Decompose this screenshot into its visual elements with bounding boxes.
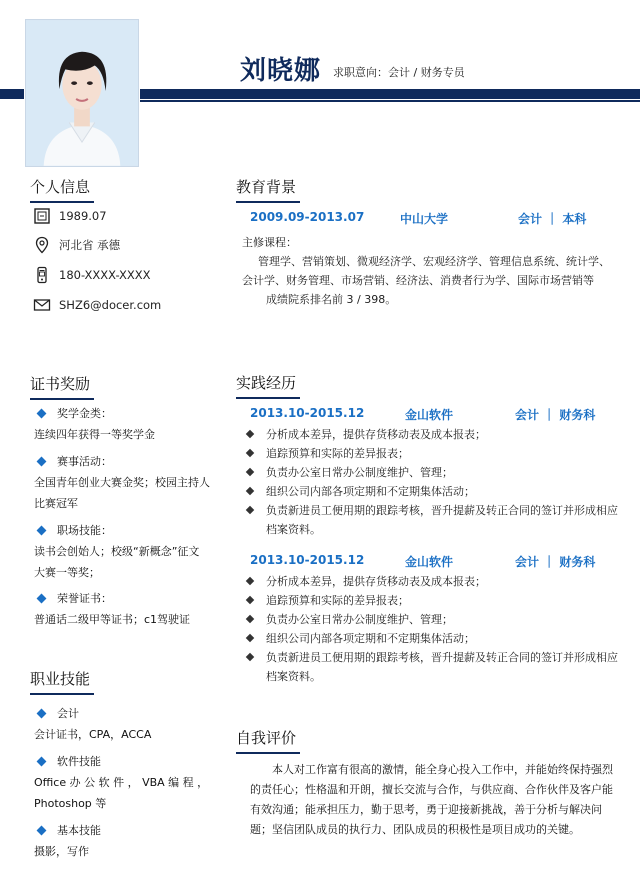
diamond-bullet-icon — [37, 457, 47, 467]
location-pin-icon — [33, 236, 51, 254]
education-rank: 成绩院系排名前 3 / 398。 — [266, 293, 397, 306]
duty-item: 追踪预算和实际的差异报表； — [244, 444, 620, 463]
cert-text: 比赛冠军 — [34, 497, 78, 510]
calendar-icon — [33, 207, 51, 225]
education-major: 会计 ｜ 本科 — [518, 212, 587, 226]
duty-item: 组织公司内部各项定期和不定期集体活动； — [244, 482, 620, 501]
cert-text: 普通话二级甲等证书；c1驾驶证 — [34, 613, 191, 626]
skill-text: 摄影，写作 — [34, 845, 89, 858]
diamond-bullet-icon — [37, 826, 47, 836]
diamond-bullet-icon — [37, 757, 47, 767]
info-email — [33, 296, 161, 314]
skill-head: 基本技能 — [57, 824, 101, 837]
diamond-bullet-icon — [37, 709, 47, 719]
section-title-experience: 实践经历 — [236, 372, 296, 396]
skill-item-basic — [34, 820, 224, 862]
skill-item-software — [34, 751, 224, 814]
experience-role: 会计 ｜ 财务科 — [515, 555, 596, 569]
cert-item-competition — [34, 451, 224, 514]
birth-value: 1989.07 — [59, 209, 107, 223]
section-title-certs: 证书奖励 — [30, 373, 90, 397]
duty-item: 组织公司内部各项定期和不定期集体活动； — [244, 629, 620, 648]
cert-text: 连续四年获得一等奖学金 — [34, 428, 155, 441]
experience-header — [250, 406, 610, 422]
section-title-education: 教育背景 — [236, 176, 296, 200]
duty-item: 分析成本差异，提供存货移动表及成本报表； — [244, 425, 620, 444]
experience-duties — [244, 572, 620, 686]
cert-item-workplace — [34, 520, 224, 583]
phone-icon — [33, 266, 51, 284]
self-evaluation-text: 本人对工作富有很高的激情，能全身心投入工作中，并能始终保持强烈的责任心；性格温和开朗，擅长交流与合作，与供应商、合作伙伴及客户能有效沟通；能承担压力，勤于思考，勇于迎接新挑战，善于分析与解决问题；坚信团队成员的执行力、团队成员的积极性是项目成功的关键。 — [250, 763, 613, 836]
experience-company: 金山软件 — [405, 408, 454, 422]
section-title-skills: 职业技能 — [30, 668, 90, 692]
header-band-thin — [140, 100, 640, 102]
skill-text: Photoshop 等 — [34, 797, 107, 810]
location-value: 河北省 承德 — [59, 238, 121, 252]
email-value[interactable]: SHZ6@docer.com — [59, 298, 162, 312]
job-intent: 求职意向：会计 / 财务专员 — [333, 66, 465, 79]
skill-text: 会计证书，CPA，ACCA — [34, 728, 152, 741]
skill-text: Office 办 公 软 件 ， VBA 编 程 ， — [34, 776, 209, 789]
duty-item: 负责办公室日常办公制度维护、管理； — [244, 463, 620, 482]
education-school: 中山大学 — [400, 212, 449, 226]
courses-line-2: 会计学、财务管理、市场营销、经济法、消费者行为学、国际市场营销等 — [242, 274, 594, 287]
courses-label: 主修课程： — [242, 236, 297, 249]
education-body — [242, 233, 620, 309]
section-title-self: 自我评价 — [236, 727, 296, 751]
duty-item: 追踪预算和实际的差异报表； — [244, 591, 620, 610]
mail-icon — [33, 296, 51, 314]
header-band-right — [140, 89, 640, 99]
cert-text: 大赛一等奖； — [34, 566, 100, 579]
duty-item: 分析成本差异，提供存货移动表及成本报表； — [244, 572, 620, 591]
experience-period: 2013.10-2015.12 — [250, 406, 365, 420]
phone-value: 180-XXXX-XXXX — [59, 268, 151, 282]
cert-head: 奖学金类： — [57, 407, 112, 420]
experience-company: 金山软件 — [405, 555, 454, 569]
profile-photo — [25, 19, 139, 167]
duty-item: 负责办公室日常办公制度维护、管理； — [244, 610, 620, 629]
diamond-bullet-icon — [37, 526, 47, 536]
cert-text: 全国青年创业大赛金奖；校园主持人 — [34, 476, 210, 489]
candidate-name: 刘晓娜 — [240, 56, 322, 86]
skill-head: 会计 — [57, 707, 79, 720]
skill-head: 软件技能 — [57, 755, 101, 768]
info-location — [33, 236, 120, 254]
courses-line-1: 管理学、营销策划、微观经济学、宏观经济学、管理信息系统、统计学、 — [258, 255, 610, 268]
experience-period: 2013.10-2015.12 — [250, 553, 365, 567]
cert-item-honors — [34, 588, 224, 630]
cert-head: 荣誉证书： — [57, 592, 112, 605]
cert-head: 职场技能： — [57, 524, 112, 537]
info-phone — [33, 266, 151, 284]
experience-role: 会计 ｜ 财务科 — [515, 408, 596, 422]
diamond-bullet-icon — [37, 409, 47, 419]
skill-item-accounting — [34, 703, 224, 745]
diamond-bullet-icon — [37, 594, 47, 604]
header-band-left — [0, 89, 24, 99]
experience-duties — [244, 425, 620, 539]
cert-item-scholarship — [34, 403, 224, 445]
experience-header — [250, 553, 610, 569]
education-period: 2009.09-2013.07 — [250, 210, 365, 224]
duty-item: 负责新进员工便用期的跟踪考核，晋升提薪及转正合同的签订并形成相应档案资料。 — [244, 501, 620, 539]
duty-item: 负责新进员工便用期的跟踪考核，晋升提薪及转正合同的签订并形成相应档案资料。 — [244, 648, 620, 686]
info-birth — [33, 207, 107, 225]
section-title-personal: 个人信息 — [30, 176, 90, 200]
cert-head: 赛事活动： — [57, 455, 112, 468]
cert-text: 读书会创始人；校级“新概念”征文 — [34, 545, 200, 558]
